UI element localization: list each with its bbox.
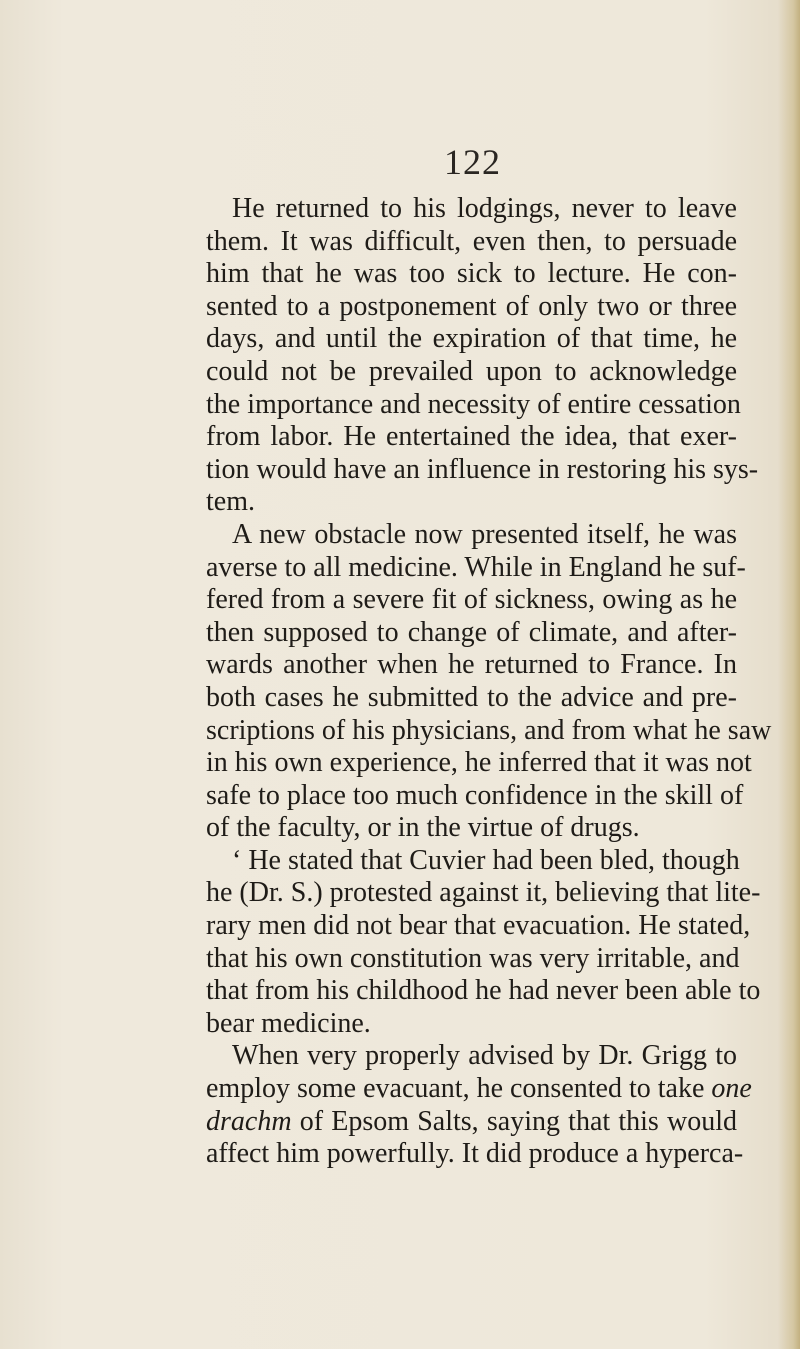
text-line: both cases he submitted to the advice and pre- [206,681,737,713]
text-line: drachm of Epsom Salts, saying that this would [206,1105,737,1137]
text-line: from labor. He entertained the idea, that exer- [206,421,737,453]
text-line: he (Dr. S.) protested against it, believing that lite- [206,877,761,909]
text-line: When very properly advised by Dr. Grigg to [232,1040,737,1072]
text-line: He returned to his lodgings, never to leave [232,193,737,224]
text-line: tion would have an influence in restoring his sys- [206,453,759,485]
text-line: that his own constitution was very irritable, and [206,942,740,974]
italic-word: one [711,1073,752,1105]
text-line: that from his childhood he had never been able to [206,975,761,1007]
text-line: then supposed to change of climate, and after- [206,616,737,648]
text-line: affect him powerfully. It did produce a hyperca- [206,1138,744,1170]
text-line: averse to all medicine. While in England he suf- [206,551,746,583]
text-line: A new obstacle now presented itself, he was [232,518,737,550]
page-edge-shadow [778,0,800,1349]
text-line: rary men did not bear that evacuation. He stated, [206,910,751,942]
text-line: could not be prevailed upon to acknowledge [206,355,737,387]
text-line: sented to a postponement of only two or three [206,290,737,322]
text-line: of the faculty, or in the virtue of drugs. [206,812,640,844]
text-line: wards another when he returned to France. In [206,649,737,681]
text-line: bear medicine. [206,1007,371,1039]
body-text [206,193,772,1171]
text-line: days, and until the expiration of that time, he [206,323,737,355]
text-line: the importance and necessity of entire cessation [206,388,741,420]
page-number: 122 [444,142,501,182]
text-line: tem. [206,486,255,518]
text-line: scriptions of his physicians, and from what he saw [206,714,772,746]
text-line: ‘ He stated that Cuvier had been bled, though [232,844,740,876]
text-line: in his own experience, he inferred that it was not [206,747,752,779]
italic-word: drachm [206,1105,292,1137]
text-line: safe to place too much confidence in the skill of [206,779,744,811]
text-line: them. It was difficult, even then, to persuade [206,225,737,257]
text-line: him that he was too sick to lecture. He con- [206,258,737,290]
text-line: fered from a severe fit of sickness, owing as he [206,584,737,616]
text-line: employ some evacuant, he consented to take one [206,1073,752,1105]
